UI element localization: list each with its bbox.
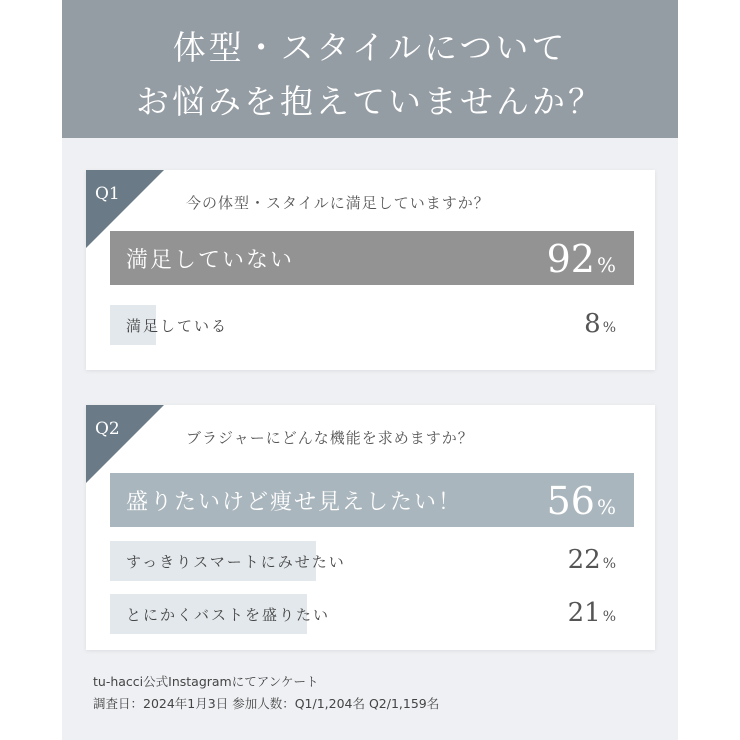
- survey-panel: [62, 0, 678, 740]
- q1-value-1: 92 %: [546, 237, 616, 281]
- q2-category-3: とにかくバストを盛りたい: [126, 606, 331, 624]
- q1-category-1: 満足していない: [126, 248, 295, 273]
- q1-value-2: 8 %: [584, 309, 616, 339]
- q2-label: Q2: [95, 419, 120, 439]
- q2-category-1: 盛りたいけど痩せ見えしたい！: [126, 490, 463, 515]
- header-title-line1: 体型・スタイルについて: [172, 28, 568, 67]
- q2-row-2: [110, 541, 634, 581]
- header-banner: [62, 0, 678, 138]
- q2-category-2: すっきりスマートにみせたい: [126, 553, 346, 571]
- footnote-source: tu-hacci公式Instagramにてアンケート: [93, 674, 319, 689]
- q1-row-1: [110, 231, 634, 285]
- q2-row-3: [110, 594, 634, 634]
- q1-question: 今の体型・スタイルに満足していますか？: [186, 194, 490, 212]
- q1-label: Q1: [95, 184, 120, 204]
- q1-category-2: 満足している: [126, 317, 229, 335]
- q2-value-3: 21 %: [567, 598, 616, 628]
- q2-card: [86, 405, 655, 650]
- header-title-line2: お悩みを抱えていませんか？: [136, 82, 604, 121]
- q1-card: [86, 170, 655, 370]
- q2-row-1: [110, 473, 634, 527]
- q2-value-2: 22 %: [567, 545, 616, 575]
- q1-row-2: [110, 305, 634, 345]
- q2-question: ブラジャーにどんな機能を求めますか？: [186, 429, 474, 447]
- footnote-details: 調査日：2024年1月3日 参加人数：Q1/1,204名 Q2/1,159名: [93, 696, 440, 711]
- q2-corner-badge: [86, 405, 164, 483]
- q2-value-1: 56 %: [546, 479, 616, 523]
